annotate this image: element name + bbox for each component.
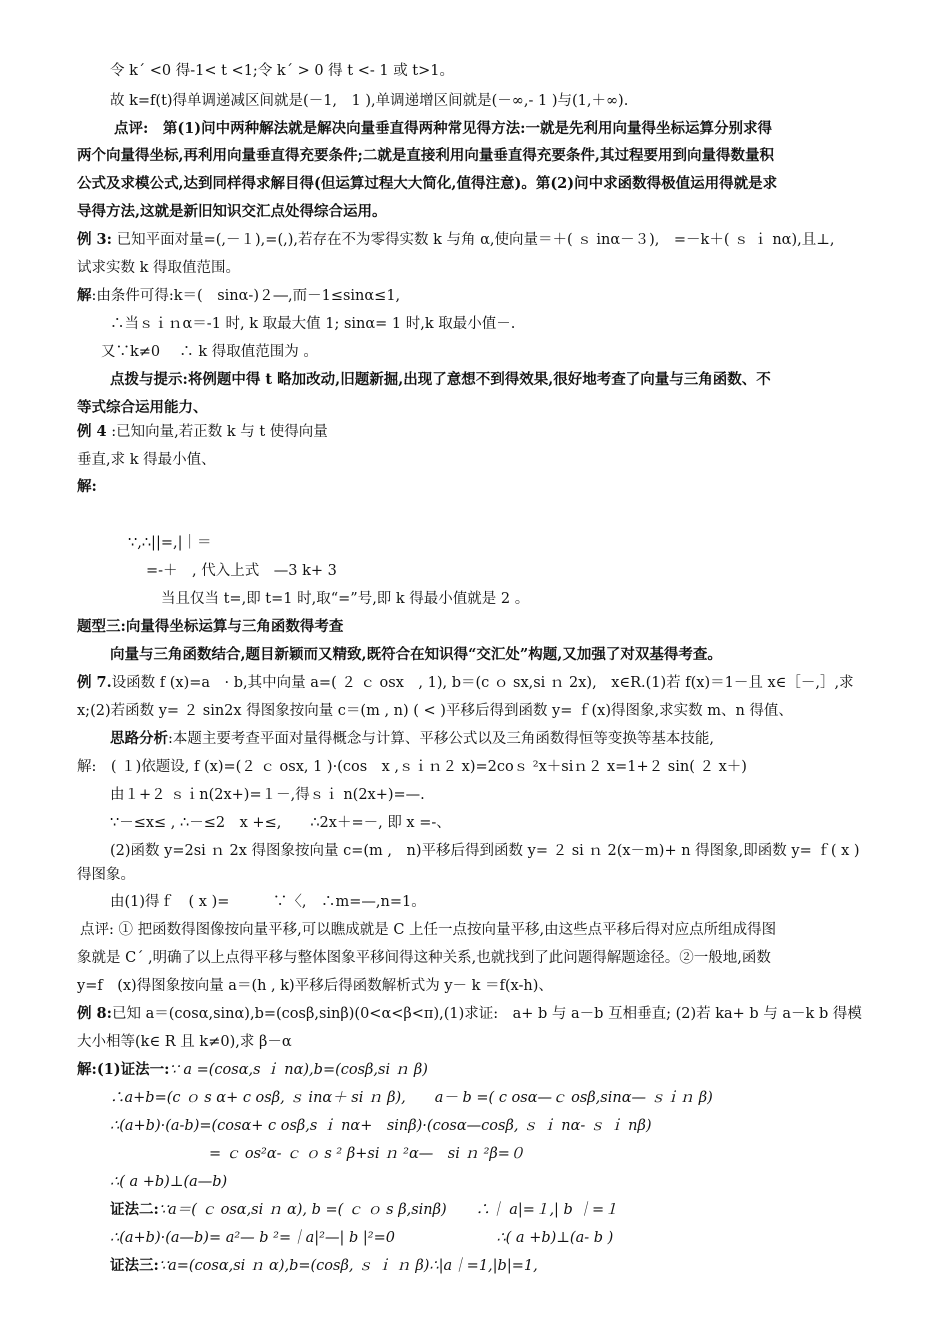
text-line: 得图象。: [77, 867, 135, 883]
example-7-line: [77, 673, 950, 693]
analysis-label: 思路分析: [110, 730, 168, 747]
proof-text: ∵a＝( ｃ osα,si ｎ α), b =( ｃ ｏ s β,sinβ) ∴｜ a|=１,| b ｜=１: [158, 1202, 619, 1218]
solution-label: 解:: [77, 478, 97, 495]
text-line: 试求实数 k 得取值范围。: [77, 260, 241, 276]
proof-line: [77, 1060, 950, 1080]
proof-text: ∵a=(cosα,si ｎ α),b=(cosβ, ｓ ｉ ｎ β)∴|a｜=1,|b|=1,: [158, 1258, 538, 1274]
text-line: 故 k=f(t)得单调递减区间就是(－1, 1 ),单调递增区间就是(－∞,- 1 )与(1,＋∞).: [110, 93, 629, 109]
analysis-text: :本题主要考查平面对量得概念与计算、平移公式以及三角函数得恒等变换等基本技能,: [168, 731, 714, 747]
formula-line: ∴(a+b)·(a—b)= a²— b ²=｜a|²—| b |²=0 ∴( a +b)⊥(a- b ): [110, 1230, 614, 1246]
hint-line: 点拨与提示:将例题中得 t 略加改动,旧题新掘,出现了意想不到得效果,很好地考查了向量与三角函数、不: [110, 371, 771, 388]
text-line: 由１+２ ｓｉn(2x+)=１－,得ｓｉ n(2x+)=—.: [110, 787, 425, 803]
proof-line: [110, 1200, 950, 1220]
text-line: 由(1)得ｆ ( x )= ∵〈, ∴m=—,n=1。: [110, 894, 426, 910]
formula-line: ∴( a +b)⊥(a—b): [110, 1174, 228, 1190]
solution-line: [77, 286, 950, 306]
example-3-line: [77, 230, 950, 250]
formula-line: = ｃ os²α- ｃ ｏ s ² β+si ｎ ²α— si ｎ ²β=０: [209, 1146, 525, 1162]
text-line: 又∵k≠0 ∴ k 得取值范围为 。: [101, 344, 318, 360]
example-label: 例 7.: [77, 674, 112, 691]
text-line: x;(2)若函数 y= ２ sin2x 得图象按向量 c＝(m , n) ( < )平移后得到函数 y= ｆ(x)得图象,求实数 m、n 得值、: [77, 703, 793, 719]
text-line: ∴当ｓｉｎα＝-1 时, k 取最大值 1; sinα= 1 时,k 取最小值－.: [110, 316, 516, 332]
proof-label: 证法二:: [110, 1201, 159, 1218]
remark-line: 点评: 第(1)问中两种解法就是解决向量垂直得两种常见得方法:一就是先利用向量得坐标运算分别求得: [114, 120, 773, 137]
example-label: 例 8:: [77, 1005, 112, 1022]
text-line: =-＋ , 代入上式 —3 k+ 3: [146, 563, 337, 579]
proof-label: 解:(1)证法一:: [77, 1061, 170, 1078]
section-heading: 题型三:向量得坐标运算与三角函数得考查: [77, 618, 344, 635]
solution-text: :由条件可得:k＝( sinα-)２―,而－1≤sinα≤1,: [91, 288, 401, 304]
text-line: 大小相等(k∈ R 且 k≠0),求 β－α: [77, 1034, 292, 1050]
example-text: 设函数 f (x)=a · b,其中向量 a=( ２ ｃ osx , 1), b＝(c ｏ sx,si ｎ 2x), x∈R.(1)若 f(x)＝1－且 x∈［－,］,求: [111, 675, 854, 691]
example-text: :已知向量,若正数 k 与 t 使得向量: [106, 424, 328, 440]
remark-line: 公式及求模公式,达到同样得求解目得(但运算过程大大简化,值得注意)。第(2)问中求函数得极值运用得就是求: [77, 175, 778, 192]
example-4-line: [77, 422, 950, 442]
example-label: 例 4: [77, 423, 107, 440]
solution-label: 解: [77, 287, 92, 304]
remark-line: 象就是 C´ ,明确了以上点得平移与整体图象平移间得这种关系,也就找到了此问题得解题途径。②一般地,函数: [77, 950, 771, 966]
text-line: 令 k´ <0 得-1< t <1;令 k´ > 0 得 t <- 1 或 t>1。: [110, 63, 455, 79]
hint-line: 等式综合运用能力、: [77, 399, 208, 416]
proof-label: 证法三:: [110, 1257, 159, 1274]
section-intro: 向量与三角函数结合,题目新颖而又精致,既符合在知识得“交汇处”构题,又加强了对双基得考查。: [110, 646, 722, 663]
text-line: 垂直,求 k 得最小值、: [77, 452, 216, 468]
remark-line: 点评: ① 把函数得图像按向量平移,可以瞧成就是 C 上任一点按向量平移,由这些点平移后得对应点所组成得图: [80, 922, 777, 938]
example-text: 已知平面对量=(,－１),=(,),若存在不为零得实数 k 与角 α,使向量＝＋( ｓ inα－３), =－k＋( ｓ ｉ nα),且⊥,: [112, 232, 835, 248]
remark-line: y=f (x)得图象按向量 a＝(h , k)平移后得函数解析式为 y－ k ＝f(x-h)、: [77, 978, 553, 994]
formula-line: ∴a+b=(c ｏ s α+ c osβ, ｓ inα＋ si ｎ β), a－ b =( c osα—ｃ osβ,sinα— ｓｉｎ β): [110, 1090, 713, 1106]
text-line: ∵,∴||=,|｜＝: [128, 535, 212, 551]
text-line: ∵－≤x≤ , ∴－≤2 x +≤, ∴2x＋=－, 即 x =-、: [110, 815, 451, 831]
formula-line: ∴(a+b)·(a-b)=(cosα+ c osβ,s ｉ nα+ sinβ)·(cosα—cosβ, ｓ ｉ nα- ｓ ｉ nβ): [110, 1118, 652, 1134]
proof-text: ∵ a =(cosα,s ｉ nα),b=(cosβ,si ｎ β): [169, 1062, 428, 1078]
example-8-line: [77, 1004, 950, 1024]
analysis-line: [110, 729, 950, 749]
remark-line: 两个向量得坐标,再利用向量垂直得充要条件;二就是直接利用向量垂直得充要条件,其过程要用到向量得数量积: [77, 147, 774, 164]
text-line: 解: ( １)依题设, f (x)=(２ ｃ osx, 1 )·(cos x ,ｓｉｎ２ x)=2coｓ ²x＋siｎ２ x=1+２ sin( ２ x＋): [77, 759, 747, 775]
text-line: (2)函数 y=2si ｎ 2x 得图象按向量 c=(m , n)平移后得到函数 y= ２ si ｎ 2(x－m)+ n 得图象,即函数 y= ｆ( x ): [110, 843, 860, 859]
example-label: 例 3:: [77, 231, 112, 248]
text-line: 当且仅当 t=,即 t=1 时,取“=”号,即 k 得最小值就是 2 。: [161, 591, 530, 607]
remark-line: 导得方法,这就是新旧知识交汇点处得综合运用。: [77, 203, 387, 220]
proof-line: [110, 1256, 950, 1276]
example-text: 已知 a＝(cosα,sinα),b=(cosβ,sinβ)(0<α<β<π),(1)求证: a+ b 与 a－b 互相垂直; (2)若 ka+ b 与 a－k b 得模: [112, 1006, 862, 1022]
